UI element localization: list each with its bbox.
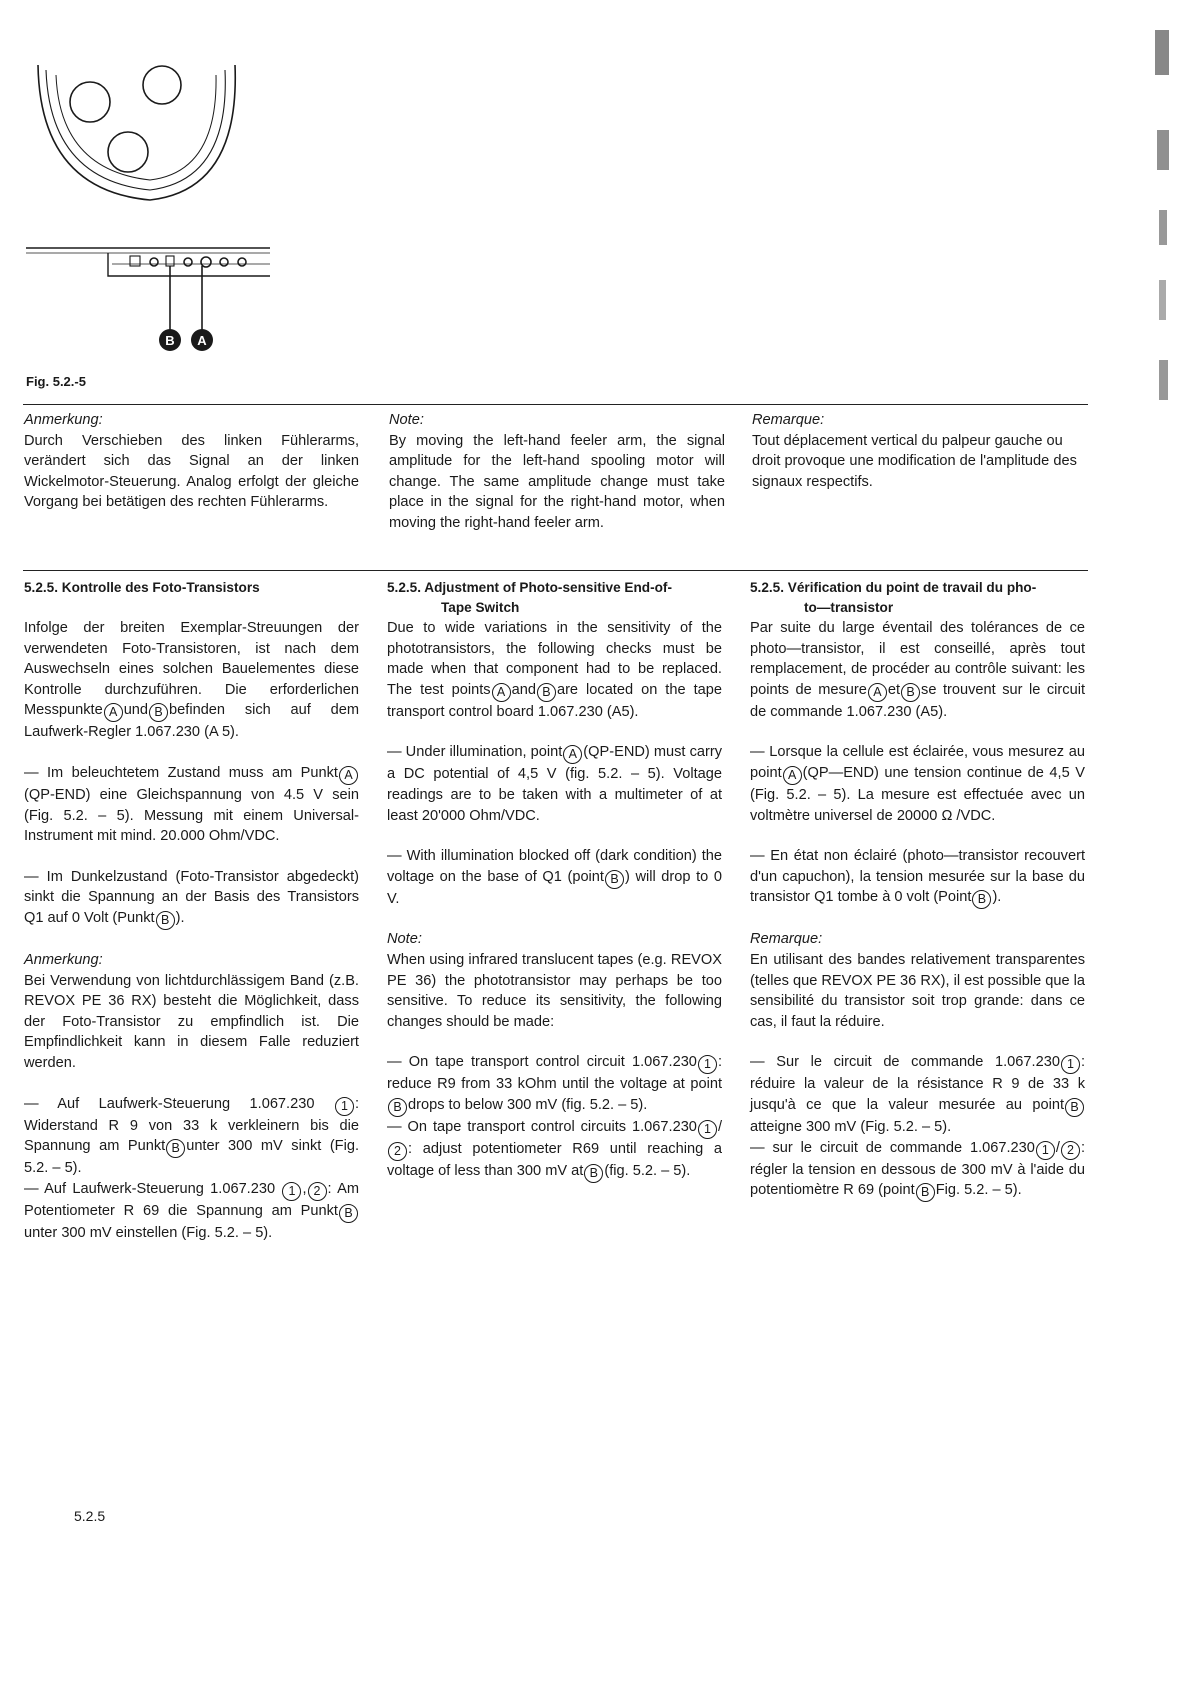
step3-de: — Auf Laufwerk-Steuerung 1.067.230 1 : Widerstand R 9 von 33 k verkleinern bis die Spannung am Punkt B unter 300 mV sinkt (Fig. 5.2. – 5).: [24, 1095, 360, 1177]
note-fr-label: Remarque:: [752, 412, 825, 428]
point-b-symbol: B: [166, 1139, 185, 1158]
step3-en: — On tape transport control circuit 1.067.230 1 : reduce R9 from 33 kOhm until the voltage at pointB drops to below 300 mV (fig. 5.2. – 5).: [387, 1052, 722, 1117]
marker-1-symbol: 1: [335, 1097, 354, 1116]
marker-2-symbol: 2: [1061, 1141, 1080, 1160]
section-divider: [23, 570, 1088, 571]
section-heading-fr: 5.2.5. Vérification du point de travail du pho- to—transistor: [750, 580, 1037, 615]
point-a-symbol: A: [563, 745, 582, 764]
marker-1-symbol: 1: [282, 1182, 301, 1201]
step1-de: — Im beleuchtetem Zustand muss am Punkt A(QP-END) eine Gleichspannung von 4.5 V sein (Fig. 5.2. – 5). Messung mit einem Universal-Instrument mit mind. 20.000 Ohm/VDC.: [24, 764, 359, 845]
note-en: [389, 410, 725, 534]
step4-en: — On tape transport control circuits 1.067.230 1 /2 : adjust potentiometer R69 until reaching a voltage of less than 300 mV at B (fig. 5.2. – 5).: [387, 1117, 722, 1183]
column-de: [24, 578, 359, 1243]
marker-1-symbol: 1: [698, 1055, 717, 1074]
note-text-en: When using infrared translucent tapes (e.g. REVOX PE 36) the phototransistor may perhaps be too sensitive. To reduce its sensitivity, the following changes should be made:: [387, 951, 722, 1030]
note-fr-text: Tout déplacement vertical du palpeur gauche ou droit provoque une modification de l'amplitude des signaux respectifs.: [752, 432, 1077, 490]
intro-fr: Par suite du large éventail des tolérances de ce photo—transistor, il est conseillé, après tout remplacement, de procéder au contrôle suivant: les points de mesure A et B se trouvent sur le circuit de commande 1.067.230 (A5).: [750, 620, 1085, 720]
marker-1-symbol: 1: [1036, 1141, 1055, 1160]
point-b-symbol: B: [156, 911, 175, 930]
note-de: [24, 410, 359, 513]
column-en: [387, 578, 722, 1183]
point-b-symbol: B: [537, 683, 556, 702]
note-text-de: Bei Verwendung von lichtdurchlässigem Band (z.B. REVOX PE 36 RX) besteht die Möglichkeit, dass der Foto-Transistor zu empfindlich ist. Die Empfindlichkeit kann in diesem Falle reduziert werden.: [24, 972, 359, 1071]
point-b-symbol: B: [584, 1164, 603, 1183]
intro-en: Due to wide variations in the sensitivity of the phototransistors, the following checks must be made when that component had to be replaced. The test points A and B are located on the tape transport control board 1.067.230 (A5).: [387, 620, 722, 720]
scan-margin-artefacts: [1145, 20, 1185, 800]
step3-fr: — Sur le circuit de commande 1.067.230 1 : réduire la valeur de la résistance R 9 de 33 k jusqu'à ce que la valeur mesurée au point Batteigne 300 mV (Fig. 5.2. – 5).: [750, 1054, 1085, 1135]
reel-hole-bottom: [108, 132, 148, 172]
step2-de: — Im Dunkelzustand (Foto-Transistor abgedeckt) sinkt die Spannung an der Basis des Transistors Q1 auf 0 Volt (Punkt B ).: [24, 867, 359, 930]
point-b-symbol: B: [388, 1098, 407, 1117]
note-label-de: Anmerkung:: [24, 951, 103, 968]
top-divider: [23, 404, 1088, 405]
point-a-symbol: A: [339, 766, 358, 785]
point-a-symbol: A: [492, 683, 511, 702]
page-number: 5.2.5: [74, 1508, 106, 1524]
figure-caption: Fig. 5.2.-5: [26, 374, 86, 389]
note-en-label: Note:: [389, 412, 424, 428]
note-en-text: By moving the left-hand feeler arm, the signal amplitude for the left-hand spooling motor will change. The same amplitude change must take place in the signal for the right-hand motor, when moving the right-hand feeler arm.: [389, 432, 725, 531]
marker-2-symbol: 2: [308, 1182, 327, 1201]
intro-de: Infolge der breiten Exemplar-Streuungen der verwendeten Foto-Transistoren, ist nach dem Auswechseln eines solchen Bauelementes diese Kontrolle durchzuführen. Die erforderlichen Messpunkte A und B befinden sich auf dem Laufwerk-Regler 1.067.230 (A 5).: [24, 620, 359, 741]
step2-fr: — En état non éclairé (photo—transistor recouvert d'un capuchon), la tension mesurée sur la base du transistor Q1 tombe à 0 volt (Point B ).: [750, 846, 1085, 909]
marker-1-symbol: 1: [698, 1120, 717, 1139]
note-label-en: Note:: [387, 931, 422, 948]
marker-1-symbol: 1: [1061, 1055, 1080, 1074]
point-b-symbol: B: [972, 890, 991, 909]
point-b-symbol: B: [916, 1183, 935, 1202]
point-b-symbol: B: [605, 870, 624, 889]
point-b-symbol: B: [1065, 1098, 1084, 1117]
note-de-text: Durch Verschieben des linken Fühlerarms, verändert sich das Signal an der linken Wickelmotor-Steuerung. Analog erfolgt der gleiche Vorgang bei betätigen des rechten Fühlerarms.: [24, 432, 359, 511]
figure-diagram: [20, 40, 320, 380]
reel-hole-right: [143, 66, 181, 104]
point-b-symbol: B: [149, 703, 168, 722]
reel-hole-left: [70, 82, 110, 122]
point-b-symbol: B: [339, 1204, 358, 1223]
column-fr: [750, 578, 1085, 1202]
section-heading-de: 5.2.5. Kontrolle des Foto-Transistors: [24, 580, 260, 595]
step2-en: — With illumination blocked off (dark condition) the voltage on the base of Q1 (point B ) will drop to 0 V.: [387, 848, 723, 907]
point-a-symbol: A: [104, 703, 123, 722]
note-de-label: Anmerkung:: [24, 412, 103, 428]
marker-2-symbol: 2: [388, 1142, 407, 1161]
step4-de: — Auf Laufwerk-Steuerung 1.067.230 1 , 2 : Am Potentiometer R 69 die Spannung am Punkt Bunter 300 mV einstellen (Fig. 5.2. – 5).: [24, 1180, 360, 1241]
point-b-symbol: B: [901, 683, 920, 702]
point-b-label: B: [165, 333, 175, 348]
point-a-symbol: A: [783, 766, 802, 785]
section-heading-en: 5.2.5. Adjustment of Photo-sensitive End-of- Tape Switch: [387, 580, 672, 615]
step1-en: — Under illumination, point A (QP-END) must carry a DC potential of 4,5 V (fig. 5.2. – 5). Voltage readings are to be taken with a multimeter of at least 20'000 Ohm/VDC.: [387, 744, 722, 824]
reel-outline: [38, 65, 235, 200]
point-a-symbol: A: [868, 683, 887, 702]
note-fr: [752, 410, 1087, 492]
point-a-label: A: [197, 333, 207, 348]
step4-fr: — sur le circuit de commande 1.067.230 1 / 2 : régler la tension en dessous de 300 mV à l'aide du potentiomètre R 69 (point B Fig. 5.2. – 5).: [750, 1138, 1085, 1203]
note-text-fr: En utilisant des bandes relativement transparentes (telles que REVOX PE 36 RX), il est possible que la sensibilité du transistor soit trop grande: dans ce cas, il faut la réduire.: [750, 951, 1086, 1030]
note-label-fr: Remarque:: [750, 931, 823, 948]
step1-fr: — Lorsque la cellule est éclairée, vous mesurez au point A (QP—END) une tension continue de 4,5 V (Fig. 5.2. – 5). La mesure est effectuée avec un voltmètre universel de 20000 Ω /VDC.: [750, 744, 1085, 824]
